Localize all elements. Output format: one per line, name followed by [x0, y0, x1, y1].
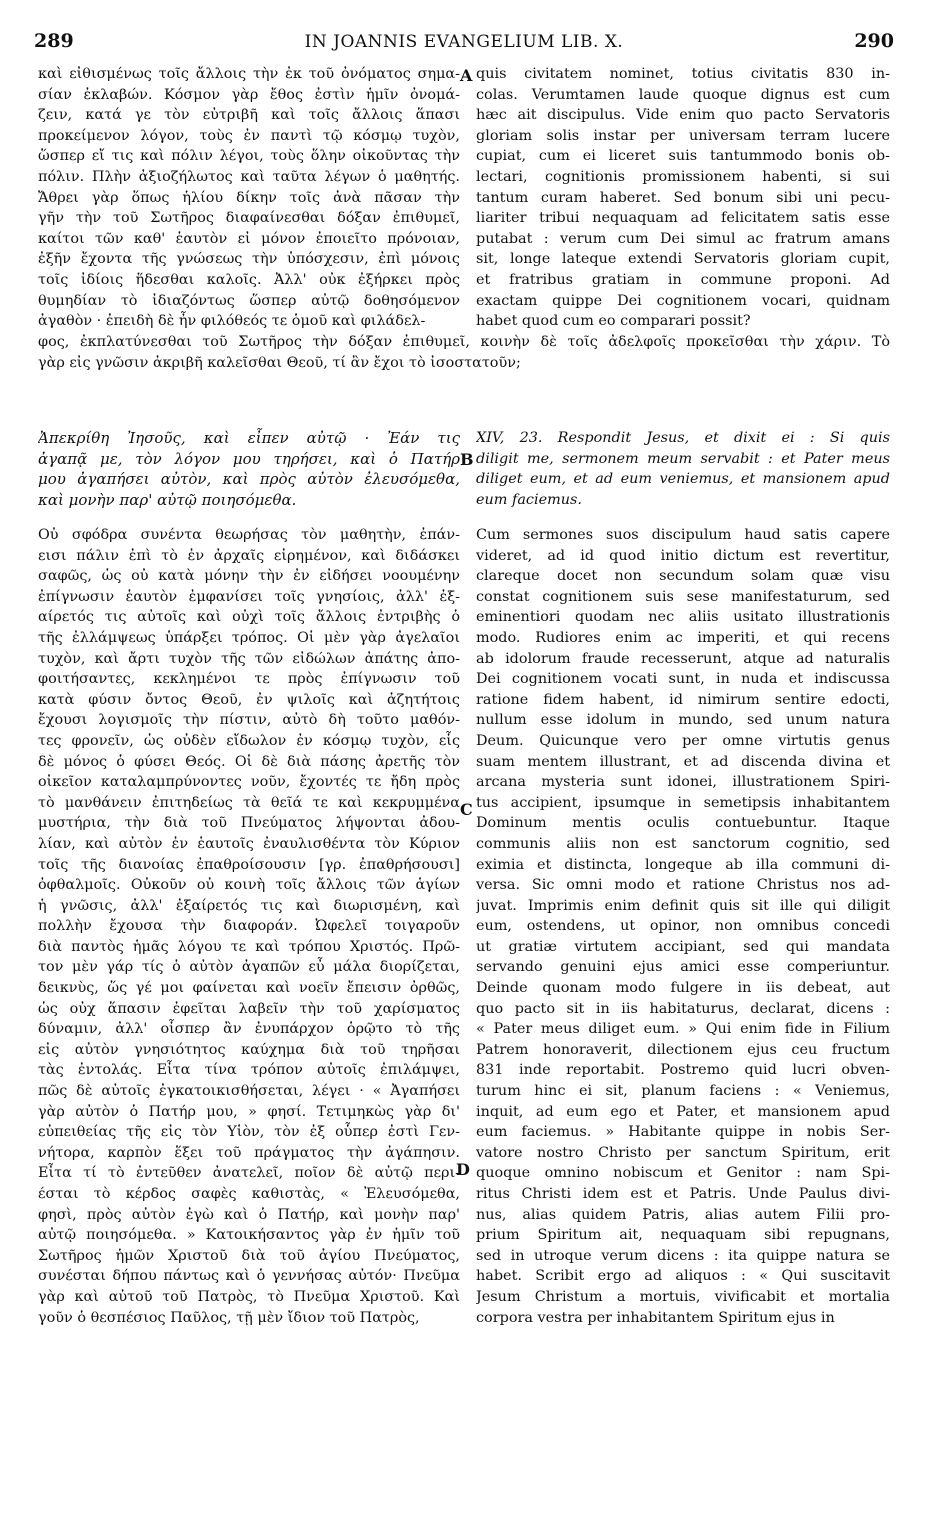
latin-column-top: [476, 64, 890, 332]
text-line: tus accipient, ipsumque in semetipsis inhabitantem: [476, 794, 890, 811]
text-line: nus, alias quidem Patris, alias autem Filii pro-: [476, 1206, 890, 1223]
text-line: quoque omnino nobiscum et Genitor : nam Spi-: [476, 1165, 890, 1182]
text-line: καὶ εἰθισμένως τοῖς ἄλλοις τὴν ἐκ τοῦ ὀνόματος σημα-: [38, 66, 460, 82]
text-line: ἔχουσι λογισμοῖς τὴν πίστιν, αὐτὸ δὴ τοῦτο μαθόν-: [38, 712, 460, 729]
text-line: μυστήρια, τὴν διὰ τοῦ Πνεύματος λήψονται ἀδου-: [38, 815, 460, 832]
text-line: Dei cognitionem vocati sunt, in nuda et indiscussa: [476, 671, 890, 688]
text-line: inquit, ad eum ego et Pater, et mansionem apud: [476, 1103, 890, 1120]
text-line: πόλιν. Πλὴν ἀξιοζήλωτος καὶ ταῦτα λέγων ὁ μαθητής.: [38, 168, 460, 185]
text-line: τοῖς ἰδίοις ἥδεσθαι καλοῖς. Ἀλλ' οὐκ ἐξήρκει πρὸς: [38, 271, 460, 288]
text-line: liariter tribui nequaquam ad felicitatem satis esse: [476, 210, 890, 227]
text-line: Jesum Christum a mortuis, vivificabit et mortalia: [476, 1288, 890, 1305]
text-line: habet. Scribit ergo ad aliquos : « Qui suscitavit: [476, 1268, 890, 1285]
text-line: Ἀπεκρίθη Ἰησοῦς, καὶ εἶπεν αὐτῷ · Ἐάν τις: [38, 429, 460, 447]
text-line: δύναμιν, ἀλλ' οἷσπερ ἂν ἐνυπάρχον ὁρῷτο τὸ τῆς: [38, 1021, 460, 1038]
text-line: eminentiori quodam nec aliis usitato illustrationis: [476, 609, 890, 626]
text-line: πολλὴν ἔχουσα τὴν διαφοράν. Ὠφελεῖ τοιγαροῦν: [38, 918, 460, 935]
text-line: corpora vestra per inhabitantem Spiritum ejus in: [476, 1309, 835, 1326]
greek-lemma: [38, 428, 460, 510]
text-line: ἀγαπᾷ με, τὸν λόγον μου τηρήσει, καὶ ὁ Πατήρ: [38, 449, 460, 468]
text-line: diliget eum, et ad eum veniemus, et mansionem apud: [476, 471, 890, 488]
text-line: ut gratiæ virtutem accipiant, sed qui mandata: [476, 938, 890, 955]
text-line: πῶς δὲ αὐτοῖς ἐγκατοικισθήσεται, λέγει · « Ἀγαπήσει: [38, 1083, 460, 1100]
text-line: et fratribus gratiam in commune proponi. Ad: [476, 271, 890, 288]
greek-column-top: [38, 64, 460, 332]
margin-marker-d: D: [456, 1160, 470, 1179]
text-line: διὰ παντὸς ἡμᾶς λόγου τε καὶ τρόπου Χριστός. Πρῶ-: [38, 938, 460, 955]
text-line: Deinde quonam modo fulgere in iis debeat, aut: [476, 980, 890, 997]
text-line: καίτοι τῶν καθ' ἑαυτὸν εἰ μόνον ἐποιεῖτο πρόνοιαν,: [38, 230, 460, 247]
text-line: habet quod cum eo comparari possit?: [476, 313, 751, 330]
text-line: μου ἀγαπήσει αὐτὸν, καὶ πρὸς αὐτὸν ἐλευσόμεθα,: [38, 470, 460, 489]
text-line: Patrem honoraverit, dilectionem ejus ceu fructum: [476, 1041, 890, 1058]
running-title: IN JOANNIS EVANGELIUM LIB. X.: [304, 32, 624, 52]
text-line: προκείμενον λόγον, τοὺς ἐν παντὶ τῷ κόσμῳ τυχὸν,: [38, 127, 460, 144]
text-line: juvat. Imprimis enim definit quis sit ille qui diligit: [476, 897, 890, 914]
text-line: αίρετός τις αὐτοῖς καὶ οὐχὶ τοῖς ἄλλοις ἐντριβὴς ὁ: [38, 609, 460, 626]
text-line: constat cognitionem suis sese manifestaturum, sed: [476, 588, 890, 605]
text-line: quo pacto sit in iis habitaturus, declarat, dicens :: [476, 1000, 890, 1017]
text-line: versa. Sic omni modo et ratione Christus nos ad-: [476, 877, 890, 894]
margin-marker-b: B: [460, 450, 474, 469]
text-line: hæc ait discipulus. Vide enim quo pacto Servatoris: [476, 107, 890, 124]
text-line: εὐπειθείας τῆς εἰς τὸν Υἱὸν, τὸν ἐξ οὗπερ ἐστὶ Γεν-: [38, 1124, 460, 1141]
text-line: ab idolorum fraude recesserunt, atque ad naturalis: [476, 650, 890, 667]
text-line: φοιτήσαντες, κεκλημένοι τε πρὸς ἐπίγνωσιν τοῦ: [38, 671, 460, 688]
page-number-right: 290: [854, 30, 894, 52]
text-line: turum hinc ei sit, planum faciens : « Veniemus,: [476, 1083, 890, 1100]
text-line: δεικνὺς, ὥς γέ μοι φαίνεται καὶ νοεῖν ἔπεισιν ὀρθῶς,: [38, 980, 460, 997]
margin-marker-c: C: [460, 800, 473, 819]
text-line: « Pater meus diliget eum. » Qui enim fide in Filium: [476, 1021, 890, 1038]
text-line: quis civitatem nominet, totius civitatis 830 in-: [476, 66, 890, 82]
text-line: Οὐ σφόδρα συνέντα θεωρήσας τὸν μαθητὴν, ἐπάν-: [38, 527, 460, 543]
text-line: κατὰ φύσιν ὄντος Θεοῦ, ἐν ψιλοῖς καὶ ἀζητήτοις: [38, 691, 460, 708]
text-line: φησὶ, πρὸς αὐτὸν ἐγὼ καὶ ὁ Πατήρ, καὶ μονὴν παρ': [38, 1206, 460, 1223]
text-line: νήτορα, καρπὸν ἕξει τοῦ πράγματος τὴν ἀγάπησιν.: [38, 1144, 460, 1161]
text-line: ὥσπερ εἴ τις καὶ πόλιν λέγοι, τοὺς ὅλην οἰκοῦντας τὴν: [38, 148, 460, 165]
text-line: colas. Verumtamen laude quoque dignus est cum: [476, 86, 890, 103]
text-line: τες φρονεῖν, ὡς οὐδὲν εἴδωλον ἐν κόσμῳ τυχὸν, εἷς: [38, 732, 460, 749]
text-line: vatore nostro Christo per sanctum Spiritum, erit: [476, 1144, 890, 1161]
text-line: eum, ostendens, ut opinor, non omnibus concedi: [476, 918, 890, 935]
text-line: λίαν, καὶ αὐτὸν ἐν ἑαυτοῖς ἐναυλισθέντα τὸν Κύριον: [38, 835, 460, 852]
text-line: γὰρ αὐτὸν ὁ Πατήρ μου, » φησί. Τετιμηκὼς γὰρ δι': [38, 1103, 460, 1120]
text-line: ratione fidem habent, id nimirum sentire edocti,: [476, 691, 890, 708]
text-line: servando genuini ejus amici esse comperiuntur.: [476, 959, 890, 976]
text-line: communis aliis non est sanctorum cognitio, sed: [476, 835, 890, 852]
text-line: Εἶτα τί τὸ ἐντεῦθεν ἀνατελεῖ, ποῖον δὲ αὐτῷ περι-: [38, 1165, 460, 1182]
text-line: εἰς αὐτὸν γνησιότητος καύχημα διὰ τοῦ τηρῆσαι: [38, 1041, 460, 1058]
text-line: γὰρ εἰς γνῶσιν ἀκριβῆ καλεῖσθαι Θεοῦ, τί ἂν ἔχοι τὸ ἰσοστατοῦν;: [38, 354, 521, 371]
text-line: τον μὲν γάρ τίς ὁ αὐτὸν ἀγαπῶν εὖ μάλα διορίζεται,: [38, 959, 460, 976]
text-line: γὰρ καὶ αὐτοῦ τοῦ Πατρὸς, τὸ Πνεῦμα Χριστοῦ. Καὶ: [38, 1288, 460, 1305]
text-line: θυμηδίαν τὸ ἰδιαζόντως ὥσπερ αὐτῷ δοθησόμενον: [38, 292, 460, 309]
text-line: eum faciemus. » Habitante quippe in nobis Ser-: [476, 1124, 890, 1141]
latin-lemma: [476, 428, 890, 510]
text-line: δὲ μόνος ὁ φύσει Θεός. Οἱ δὲ διὰ πάσης ἀρετῆς τὸν: [38, 753, 460, 770]
text-line: καὶ μονὴν παρ' αὐτῷ ποιησόμεθα.: [38, 490, 297, 509]
text-line: ἐπίγνωσιν ἑαυτὸν ἐμφανίσει τοῖς γνησίοις, ἀλλ' ἐξ-: [38, 588, 460, 605]
text-line: videret, ad id quod initio dictum est revertitur,: [476, 547, 890, 564]
text-line: ἡ γνῶσις, ἀλλ' ἐξαίρετός τις καὶ διωρισμένη, καὶ: [38, 897, 460, 914]
text-line: Cum sermones suos discipulum haud satis capere: [476, 527, 890, 543]
text-line: ζειν, κατά γε τὸν εὐτριβῆ καὶ τοῖς ἄλλοις ἅπασι: [38, 107, 460, 124]
text-line: σαφῶς, ὡς οὐ κατὰ μόνην τὴν ἐν εἰδήσει νοουμένην: [38, 568, 460, 585]
text-line: arcana mysteria sunt idonei, illustrationem Spiri-: [476, 774, 890, 791]
text-line: lectari, cognitionis promissionem habenti, si sui: [476, 168, 890, 185]
text-line: Σωτῆρος ἡμῶν Χριστοῦ διὰ τοῦ ἁγίου Πνεύματος,: [38, 1247, 460, 1264]
text-line: ritus Christi idem est et Patris. Unde Paulus divi-: [476, 1186, 890, 1202]
text-line: prium Spiritum ait, nequaquam sibi repugnans,: [476, 1227, 890, 1244]
text-line: ὀφθαλμοῖς. Οὐκοῦν οὐ κοινὴ τοῖς ἄλλοις τῶν ἁγίων: [38, 877, 460, 894]
text-line: cupiat, cum ei liceret suis tantummodo bonis ob-: [476, 148, 890, 165]
text-line: 831 inde reportabit. Postremo quid lucri obven-: [476, 1062, 890, 1079]
text-line: σίαν ἐκλαβών. Κόσμον γὰρ ἔθος ἐστὶν ἡμῖν ὀνομά-: [38, 86, 460, 103]
text-line: eum faciemus.: [476, 491, 582, 508]
text-line: οἰκεῖον καταλαμπρύνοντες νοῦν, ἔχοντές τε ἤδη πρὸς: [38, 774, 460, 791]
text-line: τὰς ἐντολάς. Εἶτα τίνα τρόπον αὐτοῖς ἐπιλάμψει,: [38, 1062, 460, 1079]
text-line: putabat : verum cum Dei simul ac fratrum amans: [476, 230, 890, 247]
text-line: gloriam solis instar per universam terram lucere: [476, 127, 890, 144]
text-line: ἀγαθὸν · ἐπειδὴ δὲ ἦν φιλόθεός τε ὁμοῦ καὶ φιλάδελ-: [38, 313, 426, 330]
text-line: diligit me, sermonem meum servabit : et Pater meus: [476, 450, 890, 467]
text-line: Deum. Quicunque vero per omne virtutis genus: [476, 732, 890, 749]
text-line: XIV, 23. Respondit Jesus, et dixit ei : Si quis: [476, 430, 890, 446]
text-line: φος, ἐκπλατύνεσθαι τοῦ Σωτῆρος τὴν δόξαν ἐπιθυμεῖ, κοινὴν δὲ τοῖς ἀδελφοῖς προκεῖσθαι τὴν χάριν. Τὸ: [38, 334, 890, 350]
text-line: αὐτῷ ποιησόμεθα. » Κατοικήσαντος γὰρ ἐν ἡμῖν τοῦ: [38, 1227, 460, 1244]
text-line: γοῦν ὁ θεσπέσιος Παῦλος, τῇ μὲν ἴδιον τοῦ Πατρὸς,: [38, 1309, 420, 1326]
text-line: ὡς οὐχ ἅπασιν ἐφεῖται λαβεῖν τὴν τοῦ χαρίσματος: [38, 1000, 460, 1017]
text-line: εισι πάλιν ἐπὶ τὸ ἐν ἀρχαῖς εἰρημένον, καὶ διδάσκει: [38, 547, 460, 564]
text-line: έσται τὸ κέρδος σαφὲς καθιστὰς, « Ἐλευσόμεθα,: [38, 1186, 460, 1202]
text-line: tantum curam haberet. Sed bonum sibi uni pecu-: [476, 189, 890, 206]
text-line: exactam quippe Dei cognitionem vocari, quidnam: [476, 292, 890, 309]
text-line: eximia et distincta, longeque ab illa communi di-: [476, 856, 890, 873]
text-line: τὸ μανθάνειν ἐπιτηδείως τὰ θεῖά τε καὶ κεκρυμμένα: [38, 794, 460, 811]
text-line: τῆς ἐλλάμψεως ὑπάρξει τρόπος. Οἱ μὲν γὰρ ἀγελαῖοι: [38, 629, 460, 646]
text-line: γῆν τὴν τοῦ Σωτῆρος διαφαίνεσθαι δόξαν ἐπιθυμεῖ,: [38, 210, 460, 227]
page-number-left: 289: [34, 30, 74, 52]
text-line: sit, longe lateque extendi Servatoris gloriam cupit,: [476, 251, 890, 268]
running-header: [34, 30, 894, 58]
text-line: sed in utroque verum dicens : ita quippe natura se: [476, 1247, 890, 1264]
latin-column-body: [476, 525, 890, 1328]
margin-marker-a: A: [460, 66, 473, 85]
text-line: τυχὸν, καὶ ἄρτι τυχὸν τῆς τῶν εἰδώλων ἀπάτης ἀπο-: [38, 650, 460, 667]
text-line: modo. Rudiores enim ac imperiti, et qui recens: [476, 629, 890, 646]
text-line: συνέσται δήπου πάντως καὶ ὁ γεννήσας αὐτόν· Πνεῦμα: [38, 1268, 460, 1285]
greek-spanning-lines: [38, 332, 890, 373]
text-line: ἐξῆν ἔχοντα τῆς γνώσεως τὴν ὑπόσχεσιν, ἐπὶ μόνοις: [38, 251, 460, 268]
text-line: nullum esse idolum in mundo, sed unum natura: [476, 712, 890, 729]
text-line: suam mentem illustrant, et ad discenda divina et: [476, 753, 890, 770]
text-line: clareque docet non secundum solam quæ visu: [476, 568, 890, 585]
text-line: Ἄθρει γὰρ ὅπως ἡλίου δίκην τοῖς ἀνὰ πᾶσαν τὴν: [38, 189, 460, 206]
text-line: τοῖς τῆς διανοίας ἐπαθροίσουσιν [γρ. ἐπαθρήσουσι]: [38, 856, 460, 873]
greek-column-body: [38, 525, 460, 1328]
text-line: Dominum mentis oculis contuebuntur. Itaque: [476, 815, 890, 832]
